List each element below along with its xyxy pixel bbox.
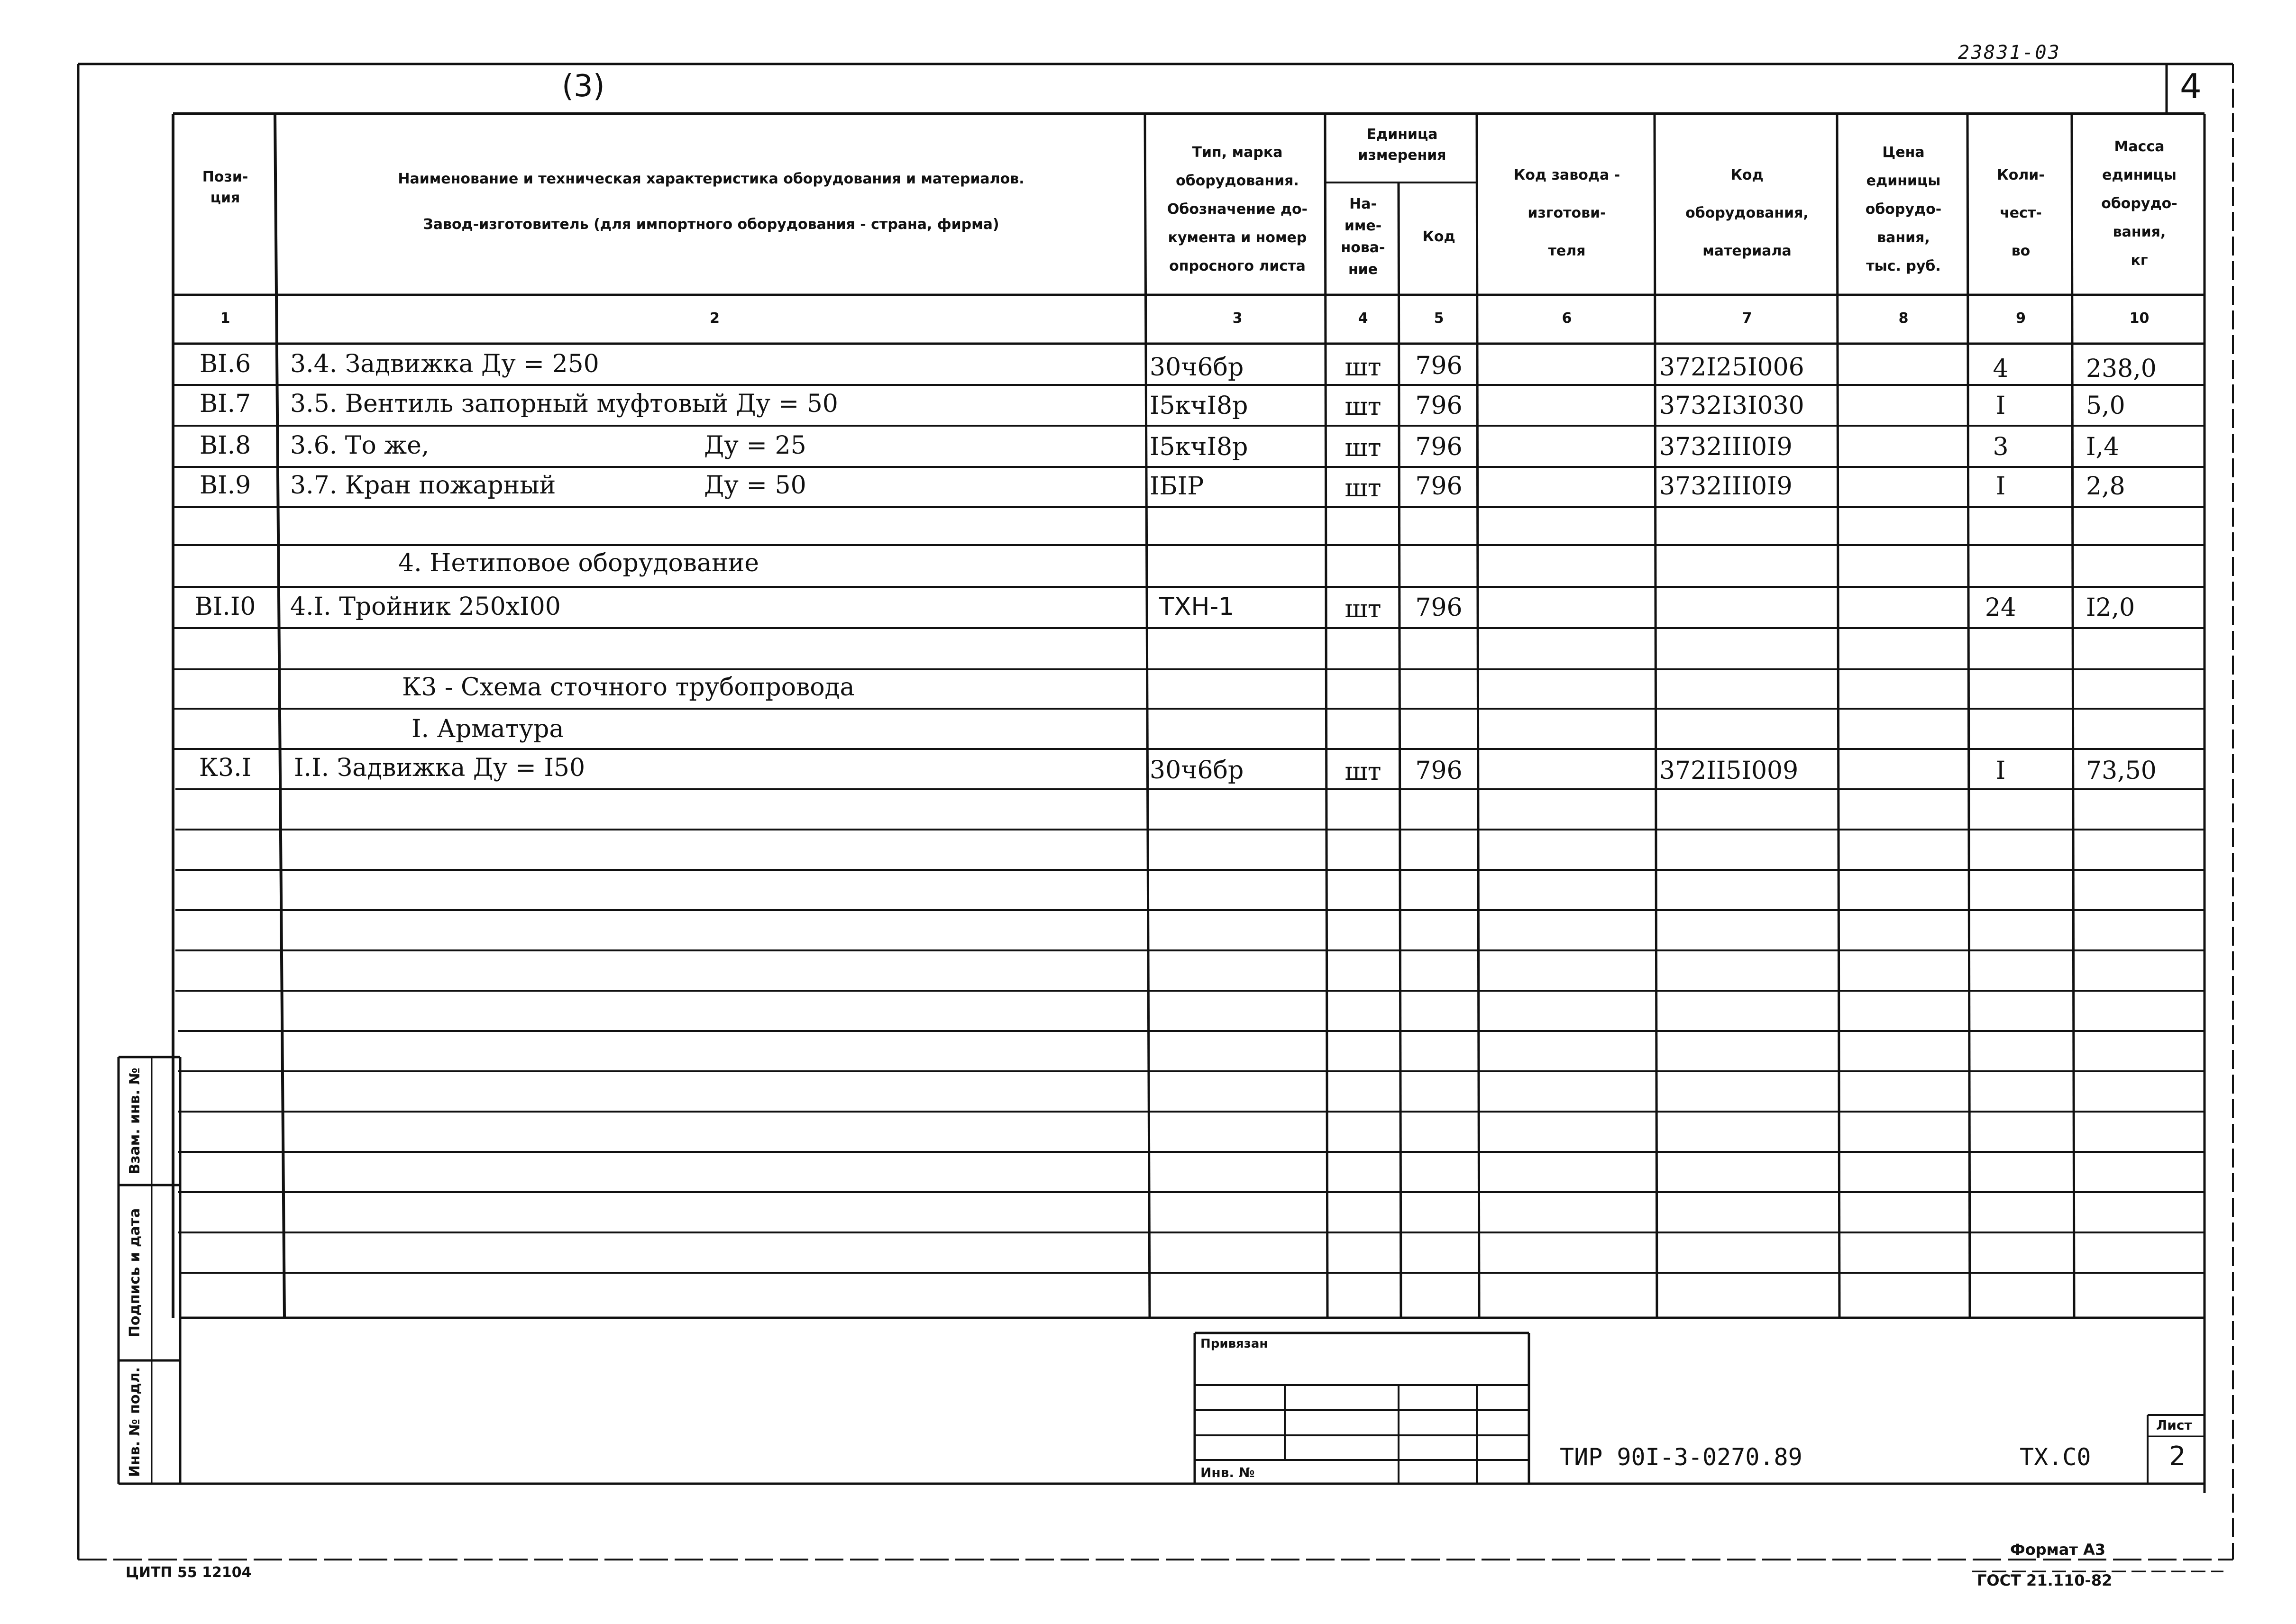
footer-gost: ГОСТ 21.110-82 — [1977, 1571, 2113, 1589]
cell-code: 3732I3I030 — [1659, 392, 1804, 420]
cell-mass: 5,0 — [2086, 392, 2125, 420]
stamp-inv-label: Инв. № — [1200, 1465, 1255, 1480]
footer-format: Формат А3 — [2010, 1541, 2106, 1559]
cell-qty: 4 — [1993, 355, 2009, 383]
cell-unit-code: 796 — [1415, 392, 1463, 420]
header-unit-name: На- име- нова- ние — [1341, 196, 1385, 278]
cell-name: 3.4. Задвижка Ду = 250 — [290, 350, 599, 378]
header-position: Пози- ция — [202, 169, 248, 206]
cell-mass: 73,50 — [2086, 757, 2157, 785]
col-number: 5 — [1434, 310, 1444, 327]
cell-qty: 24 — [1985, 593, 2017, 622]
cell-position: BI.9 — [199, 471, 251, 500]
cell-unit: шт — [1345, 595, 1381, 623]
cell-code: 3732III0I9 — [1659, 433, 1793, 461]
cell-type: I5кчI8р — [1150, 392, 1248, 420]
cell-qty: I — [1995, 392, 2006, 420]
header-price: Цена единицы оборудо- вания, тыс. руб. — [1865, 144, 1942, 274]
header-type: Тип, марка оборудования. Обозначение до- кумента и номер опросного листа — [1167, 144, 1308, 274]
cell-type: 30ч6бр — [1150, 353, 1244, 382]
doc-number-top: 23831-03 — [1958, 42, 2061, 64]
side-label-inv-original: Инв. № подл. — [127, 1367, 143, 1478]
header-unit-code: Код — [1422, 228, 1455, 245]
header-name: Наименование и техническая характеристика оборудования и материалов. Завод-изготовитель (для импортного оборудования - страна, фирма) — [398, 171, 1025, 233]
cell-name: I.I. Задвижка Ду = I50 — [294, 754, 585, 782]
cell-mass: I2,0 — [2086, 593, 2135, 622]
cell-code: 3732III0I9 — [1659, 472, 1793, 501]
cell-name: 3.7. Кран пожарный — [290, 471, 556, 500]
cell-name-dn: Ду = 50 — [704, 471, 806, 500]
cell-name-dn: Ду = 25 — [704, 431, 806, 460]
cell-position: К3.I — [199, 754, 252, 782]
cell-unit: шт — [1345, 353, 1381, 382]
header-factory-code: Код завода - изготови- теля — [1513, 167, 1620, 259]
col-number: 6 — [1562, 310, 1572, 327]
cell-unit-code: 796 — [1415, 757, 1463, 785]
cell-unit: шт — [1345, 757, 1381, 786]
stamp-linked-label: Привязан — [1200, 1337, 1268, 1351]
cell-unit-code: 796 — [1415, 433, 1463, 461]
section-heading: К3 - Схема сточного трубопровода — [402, 673, 855, 702]
cell-unit-code: 796 — [1415, 472, 1463, 501]
cell-unit-code: 796 — [1415, 352, 1463, 380]
side-label-replace-inv: Взам. инв. № — [127, 1067, 143, 1175]
col-number: 3 — [1232, 310, 1243, 327]
col-number: 7 — [1742, 310, 1752, 327]
cell-position: BI.7 — [199, 390, 251, 418]
cell-code: 372I25I006 — [1659, 353, 1804, 382]
cell-type: I5кчI8р — [1150, 433, 1248, 461]
section-heading: 4. Нетиповое оборудование — [398, 549, 759, 577]
cell-qty: I — [1995, 757, 2006, 785]
cell-mass: 2,8 — [2086, 472, 2125, 501]
cell-code: 372II5I009 — [1659, 757, 1799, 785]
col-number: 10 — [2129, 310, 2150, 327]
section-code: ТХ.С0 — [2020, 1443, 2091, 1471]
cell-position: BI.I0 — [194, 593, 256, 621]
cell-name: 4.I. Тройник 250хI00 — [290, 593, 561, 621]
col-number: 1 — [220, 310, 230, 327]
cell-qty: I — [1995, 472, 2006, 501]
cell-name: 3.5. Вентиль запорный муфтовый Ду = 50 — [290, 390, 838, 418]
sheet-marker: (3) — [562, 69, 605, 104]
header-unit: Единица измерения — [1358, 126, 1446, 164]
cell-type: 30ч6бр — [1150, 756, 1244, 785]
col-number: 8 — [1898, 310, 1909, 327]
subsection-heading: I. Арматура — [412, 715, 564, 743]
cell-type: ТХН-1 — [1159, 593, 1235, 621]
col-number: 4 — [1358, 310, 1368, 327]
sheet-corner-number: 4 — [2180, 66, 2202, 106]
doc-code: ТИР 90I-3-0270.89 — [1560, 1443, 1802, 1471]
cell-position: BI.6 — [199, 350, 251, 378]
header-equipment-code: Код оборудования, материала — [1685, 167, 1809, 259]
header-mass: Масса единицы оборудо- вания, кг — [2101, 138, 2177, 269]
cell-qty: 3 — [1993, 433, 2009, 461]
cell-name: 3.6. То же, — [290, 431, 430, 460]
side-label-signature-date: Подпись и дата — [127, 1208, 143, 1338]
cell-mass: I,4 — [2086, 433, 2120, 461]
col-number: 9 — [2016, 310, 2026, 327]
col-number: 2 — [710, 310, 720, 327]
cell-type: IБIР — [1150, 472, 1204, 501]
header-quantity: Коли- чест- во — [1997, 167, 2045, 259]
cell-unit: шт — [1345, 434, 1381, 462]
sheet-label: Лист — [2156, 1417, 2192, 1433]
cell-unit-code: 796 — [1415, 593, 1463, 622]
footer-publisher: ЦИТП 55 12104 — [126, 1564, 252, 1581]
cell-position: BI.8 — [199, 431, 251, 460]
sheet-value: 2 — [2169, 1441, 2186, 1472]
cell-mass: 238,0 — [2086, 355, 2157, 383]
cell-unit: шт — [1345, 474, 1381, 502]
cell-unit: шт — [1345, 392, 1381, 421]
